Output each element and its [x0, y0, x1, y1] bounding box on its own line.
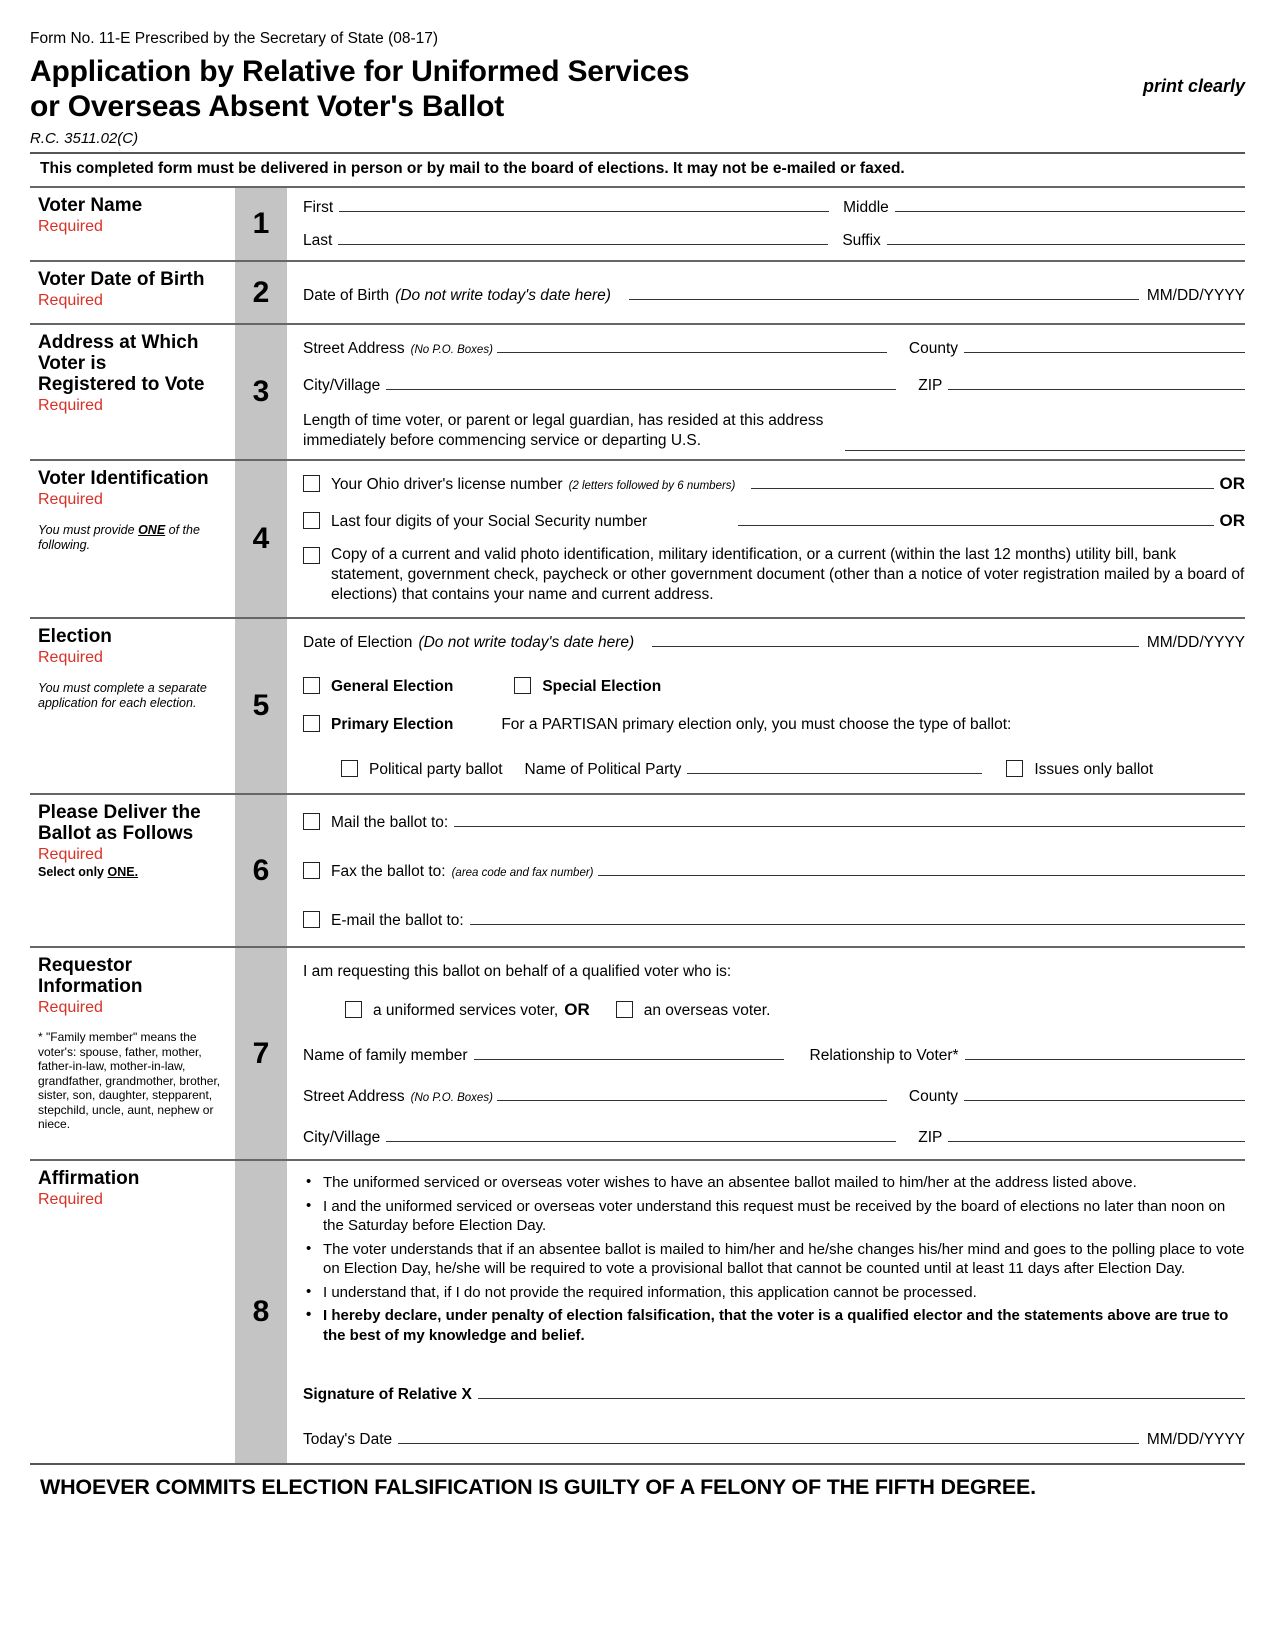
primary-election-label: Primary Election [331, 716, 454, 733]
section-4-fields [287, 461, 1245, 617]
drivers-license-hint: (2 letters followed by 6 numbers) [568, 480, 736, 492]
id-option-ssn-row [303, 508, 1245, 531]
section-7-required: Required [38, 999, 103, 1016]
section-4-note-pre: You must provide [38, 523, 139, 537]
ssn-checkbox[interactable] [303, 512, 320, 529]
street-address-hint: (No P.O. Boxes) [410, 344, 493, 356]
section-3-title-line2: Voter is [38, 353, 107, 374]
voter-type-or-separator: OR [564, 1000, 590, 1019]
section-5-label [30, 619, 235, 793]
page-title-line1: Application by Relative for Uniformed Services [30, 55, 690, 88]
issues-only-ballot-label: Issues only ballot [1034, 761, 1154, 778]
section-6-title-line1: Please Deliver the [38, 802, 201, 823]
email-ballot-checkbox[interactable] [303, 911, 320, 928]
todays-date-format-hint: MM/DD/YYYY [1146, 1431, 1245, 1448]
section-affirmation [30, 1161, 1245, 1463]
section-voter-dob [30, 262, 1245, 323]
special-election-checkbox[interactable] [514, 677, 531, 694]
delivery-email-row [303, 907, 1245, 930]
name-row-last-suffix [303, 227, 1245, 250]
ballot-type-row [303, 756, 1245, 779]
dob-input[interactable] [629, 282, 1139, 300]
requestor-street-label: Street Address [303, 1088, 405, 1105]
section-3-label [30, 325, 235, 459]
drivers-license-input[interactable] [751, 471, 1213, 489]
city-village-label: City/Village [303, 377, 381, 394]
document-copy-checkbox[interactable] [303, 547, 320, 564]
requestor-city-row [303, 1124, 1245, 1147]
requestor-zip-label: ZIP [918, 1129, 943, 1146]
overseas-voter-label: an overseas voter. [643, 1002, 771, 1019]
page-title-line2: or Overseas Absent Voter's Ballot [30, 90, 505, 123]
first-name-label: First [303, 199, 334, 216]
section-8-label [30, 1161, 235, 1463]
document-copy-line2: bank statement, government check, paycheck or other government document (other than a notice of voter registration [331, 546, 1177, 583]
revised-code-citation: R.C. 3511.02(C) [30, 130, 139, 147]
id-option-drivers-license-row [303, 471, 1245, 494]
delivery-fax-row [303, 858, 1245, 881]
mail-ballot-checkbox[interactable] [303, 813, 320, 830]
section-3-required: Required [38, 397, 103, 414]
id-option-document-copy-row [303, 545, 1245, 605]
affirmation-bullet: • The voter understands that if an absentee ballot is mailed to him/her and he/she changes his/her mind and goes to the polling place to vote on Election Day, he/she will be required to vote a provisional ballot that cannot be counted until at least 11 days after Election Day. [303, 1240, 1245, 1279]
email-ballot-input[interactable] [470, 907, 1245, 925]
section-1-title: Voter Name [38, 195, 143, 216]
signature-row [303, 1381, 1245, 1404]
section-4-note-post: of the following. [38, 523, 200, 552]
felony-warning: WHOEVER COMMITS ELECTION FALSIFICATION IS GUILTY OF A FELONY OF THE FIFTH DEGREE. [40, 1475, 1036, 1499]
family-member-definition: * "Family member" means the voter's: spouse, father, mother, father-in-law, mother-in-law, grandfather, grandmother, brother, sister, son, daughter, stepparent, stepchild, uncle, aunt, nephew or niece. [38, 1030, 221, 1131]
section-election [30, 619, 1245, 793]
requestor-street-hint: (No P.O. Boxes) [410, 1092, 493, 1104]
drivers-license-label: Your Ohio driver's license number [331, 476, 563, 493]
section-7-label [30, 948, 235, 1159]
election-date-hint: (Do not write today's date here) [418, 634, 635, 651]
affirmation-bullet-declaration: • I hereby declare, under penalty of election falsification, that the voter is a qualified elector and the statements above are true to the best of my knowledge and belief. [303, 1306, 1245, 1345]
signature-label: Signature of Relative X [303, 1386, 472, 1403]
document-copy-line1: Copy of a current and valid photo identification, military identification, or a current (within the last 12 months) utility bill, [331, 546, 1139, 563]
section-8-required: Required [38, 1191, 103, 1208]
dob-format-hint: MM/DD/YYYY [1146, 287, 1245, 304]
section-4-note-emphasis: ONE [138, 523, 166, 537]
general-election-label: General Election [331, 678, 454, 695]
section-8-number: 8 [235, 1161, 287, 1463]
uniformed-services-voter-label: a uniformed services voter, [373, 1002, 559, 1019]
election-date-label: Date of Election [303, 634, 413, 651]
street-address-label: Street Address [303, 340, 405, 357]
general-election-checkbox[interactable] [303, 677, 320, 694]
section-1-number: 1 [235, 188, 287, 260]
uniformed-services-voter-checkbox[interactable] [345, 1001, 362, 1018]
section-2-label [30, 262, 235, 323]
drivers-license-checkbox[interactable] [303, 475, 320, 492]
partisan-primary-note: For a PARTISAN primary election only, you must choose the type of ballot: [501, 716, 1012, 733]
section-4-number: 4 [235, 461, 287, 617]
requestor-intro-text: I am requesting this ballot on behalf of a qualified voter who is: [303, 963, 732, 980]
fax-ballot-hint: (area code and fax number) [451, 867, 594, 879]
section-5-note [38, 681, 227, 711]
family-member-name-label: Name of family member [303, 1047, 468, 1064]
requestor-city-label: City/Village [303, 1129, 381, 1146]
section-6-fields [287, 795, 1245, 946]
section-6-title-line2: Ballot as Follows [38, 823, 194, 844]
section-4-label [30, 461, 235, 617]
election-type-row-2 [303, 712, 1245, 734]
page-title [30, 54, 689, 124]
section-voter-name [30, 188, 1245, 260]
todays-date-input[interactable] [398, 1426, 1139, 1444]
middle-name-input[interactable] [895, 194, 1245, 212]
ssn-label: Last four digits of your Social Security number [331, 513, 648, 530]
county-label: County [908, 340, 959, 357]
residency-length-input[interactable] [845, 433, 1245, 451]
section-2-required: Required [38, 292, 103, 309]
section-3-title-line1: Address at Which [38, 332, 199, 353]
section-8-fields [287, 1161, 1245, 1463]
section-1-fields [287, 188, 1245, 260]
zip-label: ZIP [918, 377, 943, 394]
election-type-row-1 [303, 674, 1245, 696]
zip-input[interactable] [948, 372, 1245, 390]
requestor-street-input[interactable] [497, 1083, 887, 1101]
section-7-title-line1: Requestor [38, 955, 132, 976]
street-address-input[interactable] [497, 335, 887, 353]
election-date-input[interactable] [652, 629, 1139, 647]
county-input[interactable] [964, 335, 1245, 353]
section-6-select-one-pre: Select only [38, 865, 108, 879]
section-4-title: Voter Identification [38, 468, 209, 489]
id-or-separator-1: OR [1219, 474, 1245, 493]
section-3-number: 3 [235, 325, 287, 459]
form-header [30, 30, 1245, 186]
section-8-title: Affirmation [38, 1168, 140, 1189]
section-7-fields [287, 948, 1245, 1159]
political-party-name-input[interactable] [687, 756, 982, 774]
requestor-city-input[interactable] [386, 1124, 896, 1142]
section-4-note [38, 523, 227, 553]
section-4-required: Required [38, 491, 103, 508]
name-row-first-middle [303, 194, 1245, 217]
section-6-required: Required [38, 846, 103, 863]
section-1-label [30, 188, 235, 260]
form-number-text: Form No. 11-E Prescribed by the Secretary of State (08-17) [30, 30, 439, 47]
voter-type-row [303, 998, 1245, 1020]
primary-election-checkbox[interactable] [303, 715, 320, 732]
issues-only-ballot-checkbox[interactable] [1006, 760, 1023, 777]
address-row-city-zip [303, 372, 1245, 395]
section-2-title: Voter Date of Birth [38, 269, 205, 290]
residency-length-line1: Length of time voter, or parent or legal guardian, has resided at this address [303, 412, 824, 429]
requestor-county-label: County [908, 1088, 959, 1105]
dob-label: Date of Birth [303, 287, 390, 304]
relationship-label: Relationship to Voter* [809, 1047, 959, 1064]
affirmation-bullet: • I and the uniformed serviced or overseas voter understand this request must be received by the board of elections no later than noon on the Saturday before Election Day. [303, 1197, 1245, 1236]
section-5-note-line1: You must complete a separate [38, 681, 207, 695]
email-ballot-label: E-mail the ballot to: [331, 912, 464, 929]
requestor-zip-input[interactable] [948, 1124, 1245, 1142]
election-date-row [303, 629, 1245, 652]
special-election-label: Special Election [542, 678, 662, 695]
section-6-select-one [38, 865, 227, 880]
residency-length-line2: immediately before commencing service or departing U.S. [303, 432, 702, 449]
section-6-number: 6 [235, 795, 287, 946]
mail-ballot-input[interactable] [454, 809, 1245, 827]
political-party-ballot-checkbox[interactable] [341, 760, 358, 777]
mail-ballot-label: Mail the ballot to: [331, 814, 449, 831]
print-clearly-note: print clearly [1142, 76, 1245, 96]
family-member-name-input[interactable] [474, 1042, 784, 1060]
last-name-input[interactable] [338, 227, 828, 245]
section-2-fields [287, 262, 1245, 323]
section-3-title-line3: Registered to Vote [38, 374, 205, 395]
overseas-voter-checkbox[interactable] [616, 1001, 633, 1018]
section-5-number: 5 [235, 619, 287, 793]
election-date-format-hint: MM/DD/YYYY [1146, 634, 1245, 651]
requestor-name-row [303, 1042, 1245, 1065]
todays-date-label: Today's Date [303, 1431, 393, 1448]
section-7-number: 7 [235, 948, 287, 1159]
affirmation-bullet: • I understand that, if I do not provide the required information, this application cannot be processed. [303, 1283, 1245, 1303]
relationship-input[interactable] [965, 1042, 1245, 1060]
political-party-ballot-label: Political party ballot [369, 761, 503, 778]
fax-ballot-input[interactable] [598, 858, 1245, 876]
fax-ballot-label: Fax the ballot to: [331, 863, 446, 880]
section-5-required: Required [38, 649, 103, 666]
section-5-note-line2: application for each election. [38, 696, 197, 710]
ssn-input[interactable] [738, 508, 1213, 526]
section-1-required: Required [38, 218, 103, 235]
todays-date-row [303, 1426, 1245, 1449]
dob-hint: (Do not write today's date here) [395, 287, 611, 304]
section-ballot-delivery [30, 795, 1245, 946]
last-name-label: Last [303, 232, 333, 249]
document-copy-line3: mailed by a board of elections) that contains your name and current address. [331, 566, 1245, 603]
affirmation-bullet: • The uniformed serviced or overseas voter wishes to have an absentee ballot mailed to him/her at the address listed above. [303, 1173, 1245, 1193]
middle-name-label: Middle [843, 199, 889, 216]
suffix-label: Suffix [842, 232, 881, 249]
section-voter-address [30, 325, 1245, 459]
section-5-fields [287, 619, 1245, 793]
first-name-input[interactable] [339, 194, 829, 212]
section-voter-identification [30, 461, 1245, 617]
id-or-separator-2: OR [1219, 511, 1245, 530]
affirmation-bullets [303, 1173, 1245, 1345]
section-7-title-line2: Information [38, 976, 143, 997]
document-copy-label [320, 545, 1245, 605]
city-village-input[interactable] [386, 372, 896, 390]
section-3-fields [287, 325, 1245, 459]
delivery-notice: This completed form must be delivered in person or by mail to the board of elections. It may not be e-mailed or faxed. [40, 160, 905, 177]
delivery-mail-row [303, 809, 1245, 832]
political-party-name-label: Name of Political Party [524, 761, 682, 778]
address-row-street-county [303, 335, 1245, 358]
residency-length-text [303, 411, 823, 451]
requestor-county-input[interactable] [964, 1083, 1245, 1101]
requestor-street-row [303, 1083, 1245, 1106]
signature-input[interactable] [478, 1381, 1245, 1399]
fax-ballot-checkbox[interactable] [303, 862, 320, 879]
section-2-number: 2 [235, 262, 287, 323]
section-6-select-one-emphasis: ONE. [107, 865, 139, 879]
section-requestor-information [30, 948, 1245, 1159]
suffix-input[interactable] [887, 227, 1245, 245]
section-6-label [30, 795, 235, 946]
section-5-title: Election [38, 626, 112, 647]
